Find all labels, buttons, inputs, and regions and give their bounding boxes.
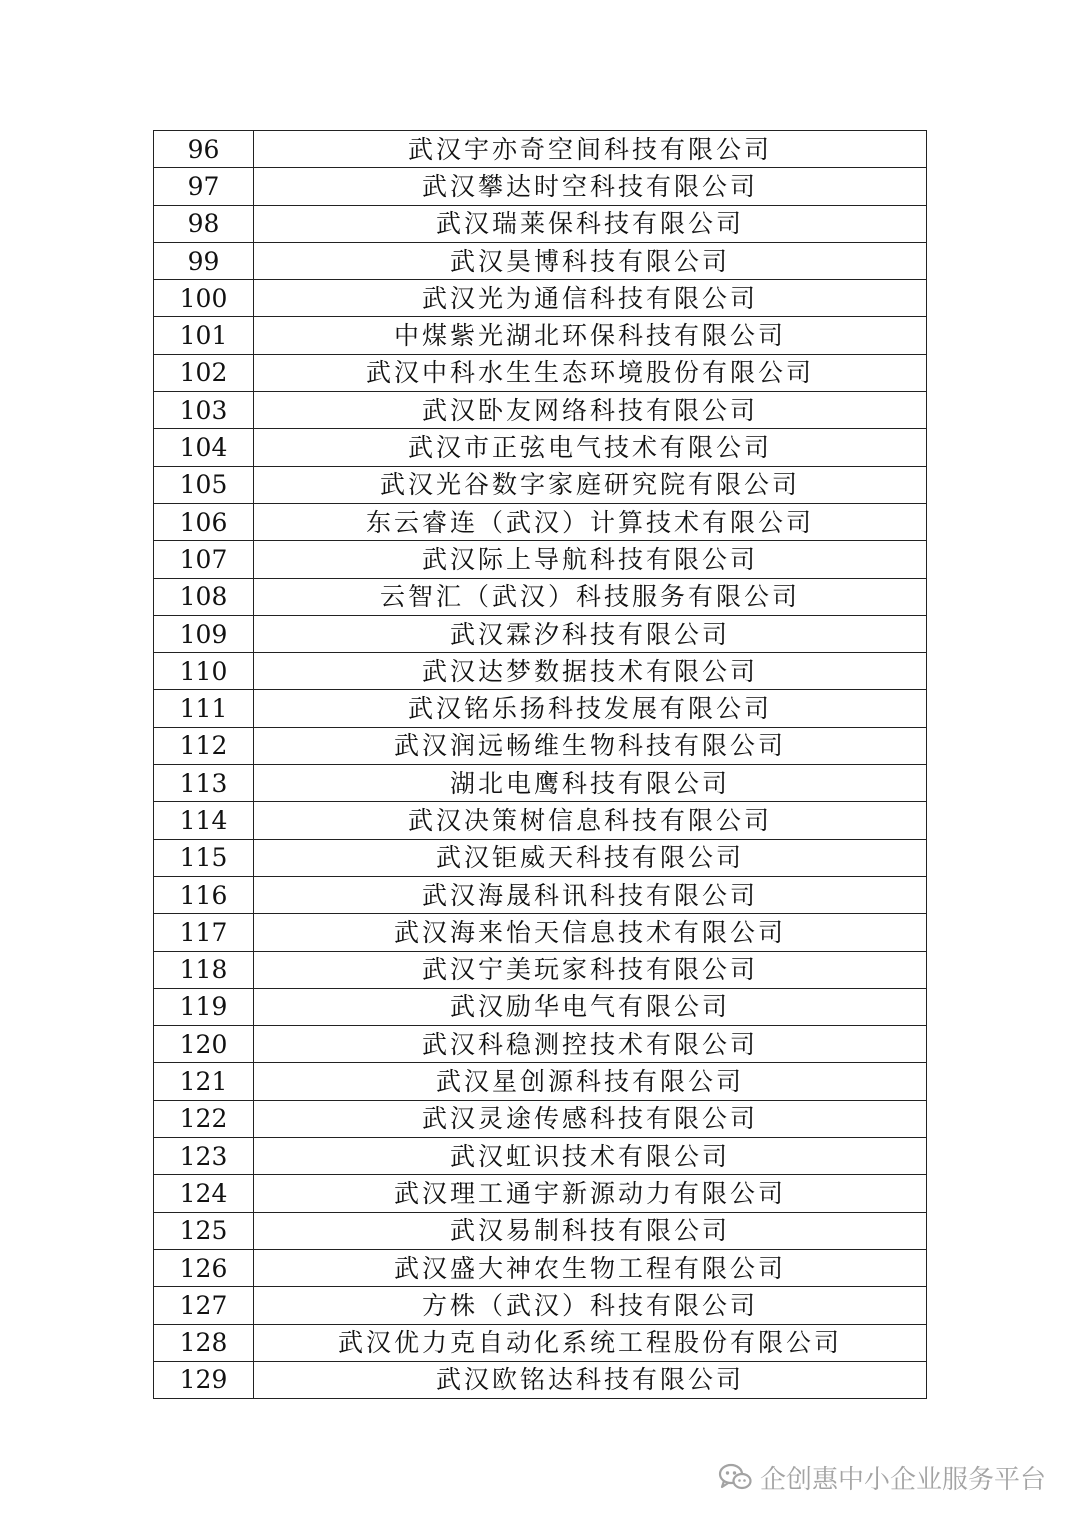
- table-row: [154, 466, 927, 503]
- company-name: 武汉润远畅维生物科技有限公司: [254, 727, 927, 764]
- company-name: 武汉攀达时空科技有限公司: [254, 168, 927, 205]
- row-number: 107: [154, 541, 254, 578]
- company-name: 武汉虹识技术有限公司: [254, 1138, 927, 1175]
- row-number: 106: [154, 503, 254, 540]
- table-row: [154, 354, 927, 391]
- table-row: [154, 205, 927, 242]
- row-number: 125: [154, 1212, 254, 1249]
- table-row: [154, 503, 927, 540]
- row-number: 112: [154, 727, 254, 764]
- company-name: 武汉钜威天科技有限公司: [254, 839, 927, 876]
- table-row: [154, 1063, 927, 1100]
- table-row: [154, 951, 927, 988]
- row-number: 124: [154, 1175, 254, 1212]
- company-name: 武汉灵途传感科技有限公司: [254, 1100, 927, 1137]
- company-list-table: [153, 130, 927, 1399]
- company-name: 武汉易制科技有限公司: [254, 1212, 927, 1249]
- table-row: [154, 280, 927, 317]
- row-number: 102: [154, 354, 254, 391]
- table-row: [154, 802, 927, 839]
- company-name: 武汉励华电气有限公司: [254, 988, 927, 1025]
- table-row: [154, 1212, 927, 1249]
- row-number: 126: [154, 1249, 254, 1286]
- company-name: 武汉铭乐扬科技发展有限公司: [254, 690, 927, 727]
- company-name: 武汉理工通宇新源动力有限公司: [254, 1175, 927, 1212]
- table-row: [154, 1138, 927, 1175]
- row-number: 127: [154, 1287, 254, 1324]
- row-number: 110: [154, 653, 254, 690]
- company-name: 武汉光为通信科技有限公司: [254, 280, 927, 317]
- table-row: [154, 1361, 927, 1398]
- company-name: 武汉光谷数字家庭研究院有限公司: [254, 466, 927, 503]
- row-number: 109: [154, 615, 254, 652]
- company-name: 武汉昊博科技有限公司: [254, 242, 927, 279]
- table-row: [154, 839, 927, 876]
- row-number: 108: [154, 578, 254, 615]
- table-row: [154, 615, 927, 652]
- watermark: [718, 1460, 1046, 1494]
- row-number: 99: [154, 242, 254, 279]
- row-number: 105: [154, 466, 254, 503]
- company-name: 武汉决策树信息科技有限公司: [254, 802, 927, 839]
- company-name: 武汉海晟科讯科技有限公司: [254, 876, 927, 913]
- table-row: [154, 988, 927, 1025]
- company-name: 武汉市正弦电气技术有限公司: [254, 429, 927, 466]
- table-row: [154, 541, 927, 578]
- table-row: [154, 1287, 927, 1324]
- company-name: 武汉海来怡天信息技术有限公司: [254, 914, 927, 951]
- row-number: 121: [154, 1063, 254, 1100]
- company-name: 武汉达梦数据技术有限公司: [254, 653, 927, 690]
- row-number: 103: [154, 392, 254, 429]
- table-row: [154, 1026, 927, 1063]
- row-number: 116: [154, 876, 254, 913]
- row-number: 96: [154, 131, 254, 168]
- table-row: [154, 1175, 927, 1212]
- company-name: 云智汇（武汉）科技服务有限公司: [254, 578, 927, 615]
- wechat-icon: [718, 1462, 752, 1492]
- row-number: 104: [154, 429, 254, 466]
- company-name: 武汉星创源科技有限公司: [254, 1063, 927, 1100]
- table-row: [154, 168, 927, 205]
- table-row: [154, 765, 927, 802]
- table-row: [154, 876, 927, 913]
- company-name: 武汉宇亦奇空间科技有限公司: [254, 131, 927, 168]
- company-name: 湖北电鹰科技有限公司: [254, 765, 927, 802]
- row-number: 118: [154, 951, 254, 988]
- table-row: [154, 392, 927, 429]
- row-number: 98: [154, 205, 254, 242]
- watermark-text: 企创惠中小企业服务平台: [759, 1464, 1046, 1495]
- table-row: [154, 429, 927, 466]
- row-number: 97: [154, 168, 254, 205]
- row-number: 115: [154, 839, 254, 876]
- table-row: [154, 1249, 927, 1286]
- company-name: 武汉卧友网络科技有限公司: [254, 392, 927, 429]
- table-row: [154, 1324, 927, 1361]
- row-number: 114: [154, 802, 254, 839]
- company-name: 武汉欧铭达科技有限公司: [254, 1361, 927, 1398]
- row-number: 100: [154, 280, 254, 317]
- company-name: 武汉际上导航科技有限公司: [254, 541, 927, 578]
- row-number: 119: [154, 988, 254, 1025]
- row-number: 120: [154, 1026, 254, 1063]
- row-number: 117: [154, 914, 254, 951]
- row-number: 123: [154, 1138, 254, 1175]
- company-name: 中煤紫光湖北环保科技有限公司: [254, 317, 927, 354]
- row-number: 129: [154, 1361, 254, 1398]
- company-name: 东云睿连（武汉）计算技术有限公司: [254, 503, 927, 540]
- table-row: [154, 727, 927, 764]
- table-row: [154, 131, 927, 168]
- row-number: 101: [154, 317, 254, 354]
- table-row: [154, 242, 927, 279]
- row-number: 128: [154, 1324, 254, 1361]
- table-row: [154, 653, 927, 690]
- company-name: 武汉霖汐科技有限公司: [254, 615, 927, 652]
- company-name: 武汉中科水生生态环境股份有限公司: [254, 354, 927, 391]
- company-name: 武汉科稳测控技术有限公司: [254, 1026, 927, 1063]
- company-list-body: [154, 131, 927, 1399]
- row-number: 122: [154, 1100, 254, 1137]
- company-name: 武汉瑞莱保科技有限公司: [254, 205, 927, 242]
- table-row: [154, 317, 927, 354]
- company-name: 武汉盛大神农生物工程有限公司: [254, 1249, 927, 1286]
- row-number: 111: [154, 690, 254, 727]
- table-row: [154, 914, 927, 951]
- table-row: [154, 1100, 927, 1137]
- company-name: 武汉宁美玩家科技有限公司: [254, 951, 927, 988]
- row-number: 113: [154, 765, 254, 802]
- company-name: 方株（武汉）科技有限公司: [254, 1287, 927, 1324]
- table-row: [154, 690, 927, 727]
- table-row: [154, 578, 927, 615]
- company-name: 武汉优力克自动化系统工程股份有限公司: [254, 1324, 927, 1361]
